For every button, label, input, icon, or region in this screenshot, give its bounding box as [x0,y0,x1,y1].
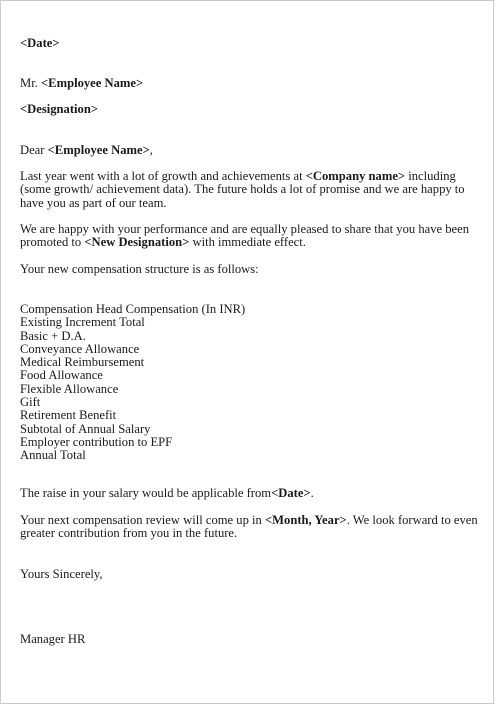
paragraph-compensation-intro [20,263,479,276]
compensation-line: Retirement Benefit [20,408,117,423]
addressee-designation-line [20,103,479,116]
addressee-prefix: Mr. [20,76,41,90]
compensation-line: Food Allowance [20,368,103,383]
salutation-prefix: Dear [20,143,48,157]
review-period-placeholder: <Month, Year> [264,513,347,527]
salutation-suffix: , [149,143,153,157]
paragraph-growth [20,170,479,210]
paragraph-review [20,514,479,541]
date-placeholder: <Date> [20,36,60,50]
para3-text: Your new compensation structure is as follows: [20,262,259,276]
new-designation-placeholder: <New Designation> [84,235,190,250]
addressee-designation: <Designation> [20,102,99,116]
compensation-line: Compensation Head Compensation (In INR) [20,302,246,316]
para2-after: with immediate effect. [189,235,306,250]
date-line [20,37,479,50]
paragraph-raise-date [20,487,479,500]
compensation-line: Basic + D.A. [20,328,86,343]
para2-before: We are happy with your performance and are equally pleased to share that you have been promoted to [20,222,470,250]
salutation [20,144,479,157]
paragraph-promotion [20,223,479,250]
salutation-name: <Employee Name> [47,143,150,157]
compensation-line: Flexible Allowance [20,381,119,396]
compensation-list [20,303,479,463]
compensation-line: Gift [20,395,41,410]
raise-date-placeholder: <Date> [271,486,311,500]
company-name-placeholder: <Company name> [305,169,406,183]
compensation-line: Subtotal of Annual Salary [20,421,151,436]
closing [20,568,479,581]
para1-after: including (some growth/ achievement data). The future holds a lot of promise and we are happy to have you as part of our team. [20,169,465,210]
closing-text: Yours Sincerely, [20,567,103,581]
compensation-line: Employer contribution to EPF [20,434,173,449]
addressee-name: <Employee Name> [41,76,144,90]
para5-after: . We look forward to even greater contribution from you in the future. [20,513,478,541]
para4-before: The raise in your salary would be applicable from [20,486,272,500]
compensation-line: Medical Reimbursement [20,355,145,370]
signature [20,633,479,646]
para1-before: Last year went with a lot of growth and achievements at [20,169,306,183]
compensation-line: Conveyance Allowance [20,341,140,356]
compensation-line: Existing Increment Total [20,315,145,330]
para5-before: Your next compensation review will come up in [20,513,265,527]
para4-after: . [310,486,314,500]
addressee-name-line [20,77,479,90]
signature-text: Manager HR [20,632,86,646]
compensation-line: Annual Total [20,448,86,463]
